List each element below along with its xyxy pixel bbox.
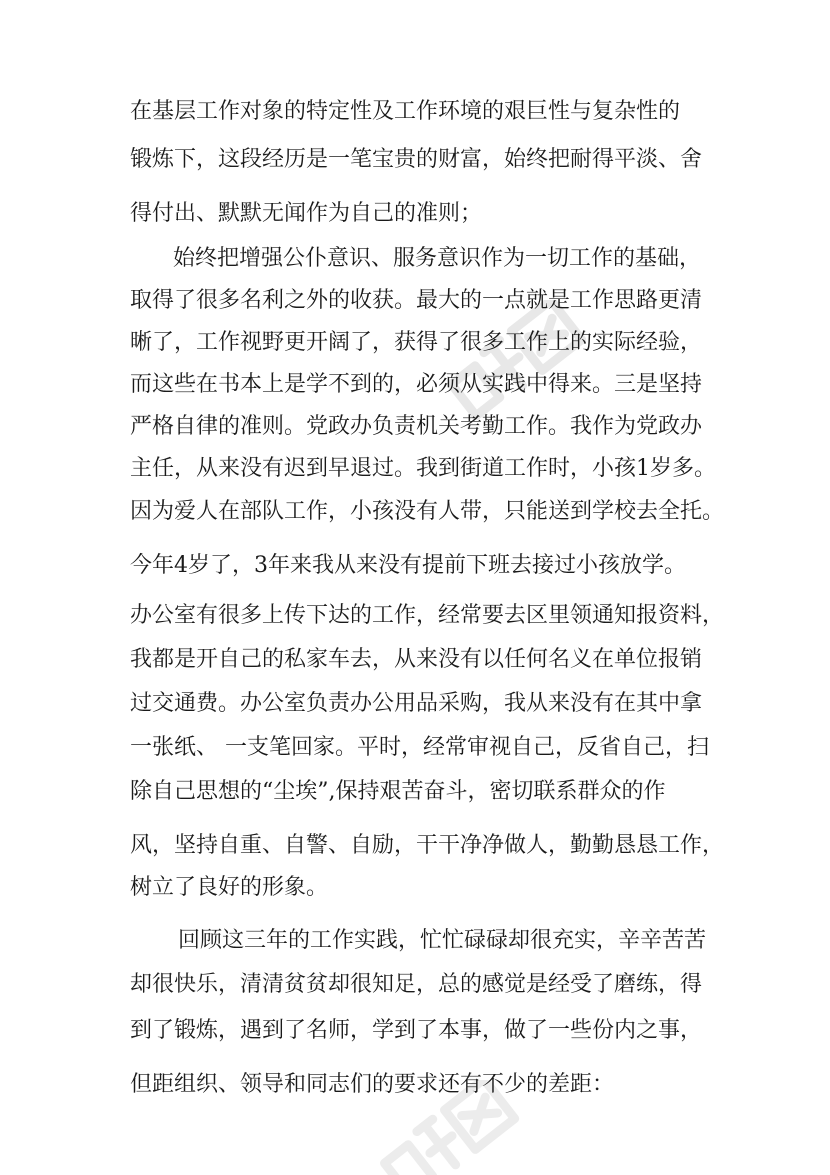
- text-line: 晰了，工作视野更开阔了，获得了很多工作上的实际经验，: [130, 330, 703, 355]
- text-line: 除自己思想的“尘埃”,保持艰苦奋斗，密切联系群众的作: [130, 779, 666, 804]
- text-line: 一张纸、 一支笔回家。平时，经常审视自己，反省自己，扫: [130, 735, 709, 760]
- text-line: 但距组织、领导和同志们的要求还有不少的差距：: [130, 1072, 615, 1097]
- text-line: 得付出、默默无闻作为自己的准则；: [130, 201, 483, 226]
- text-line: 始终把增强公仆意识、服务意识作为一切工作的基础，: [173, 246, 702, 271]
- text-line: 过交通费。办公室负责办公用品采购，我从来没有在其中拿: [130, 691, 703, 716]
- text-line: 主任，从来没有迟到早退过。我到街道工作时，小孩1岁多。: [130, 456, 716, 481]
- text-line: 锻炼下，这段经历是一笔宝贵的财富，始终把耐得平淡、舍: [130, 147, 703, 172]
- text-line: 我都是开自己的私家车去，从来没有以任何名义在单位报销: [130, 647, 703, 672]
- text-line: 风，坚持自重、自警、自励，干干净净做人，勤勤恳恳工作，: [130, 833, 725, 858]
- watermark-top: [430, 300, 600, 420]
- text-line: 而这些在书本上是学不到的，必须从实践中得来。三是坚持: [130, 372, 703, 397]
- watermark-icon: [430, 300, 600, 420]
- text-line: 因为爱人在部队工作，小孩没有人带，只能送到学校去全托。: [130, 499, 725, 524]
- text-line: 到了锻炼，遇到了名师，学到了本事，做了一些份内之事，: [130, 1018, 703, 1043]
- text-line: 办公室有很多上传下达的工作，经常要去区里领通知报资料，: [130, 603, 725, 628]
- text-line: 严格自律的准则。党政办负责机关考勤工作。我作为党政办: [130, 414, 703, 439]
- text-line: 树立了良好的形象。: [130, 875, 329, 900]
- text-line: 却很快乐，清清贫贫却很知足，总的感觉是经受了磨练，得: [130, 972, 703, 997]
- text-line: 今年4岁了，3年来我从来没有提前下班去接过小孩放学。: [130, 553, 686, 578]
- text-line: 在基层工作对象的特定性及工作环境的艰巨性与复杂性的: [130, 99, 681, 124]
- text-line: 回顾这三年的工作实践，忙忙碌碌却很充实，辛辛苦苦: [178, 928, 707, 953]
- text-line: 取得了很多名利之外的收获。最大的一点就是工作思路更清: [130, 288, 703, 313]
